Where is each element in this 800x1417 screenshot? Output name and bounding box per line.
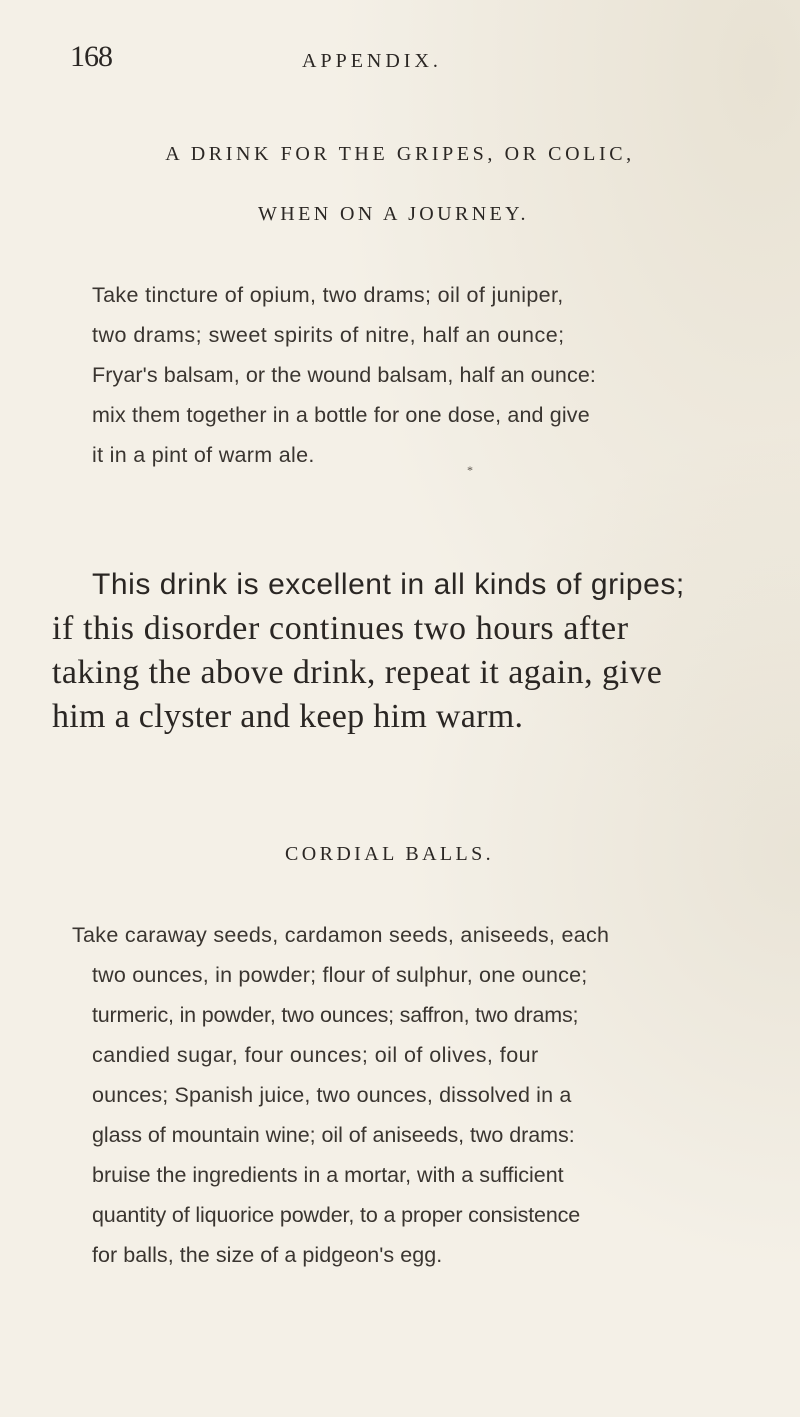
recipe-line: turmeric, in powder, two ounces; saffron, two drams; xyxy=(92,1003,579,1027)
section1-heading-line2: WHEN ON A JOURNEY. xyxy=(258,203,529,225)
section1-heading-line1: A DRINK FOR THE GRIPES, OR COLIC, xyxy=(165,143,635,165)
recipe-line: two ounces, in powder; flour of sulphur, one ounce; xyxy=(92,963,588,987)
recipe-line: ounces; Spanish juice, two ounces, dissolved in a xyxy=(92,1083,572,1107)
note-line: This drink is excellent in all kinds of gripes; xyxy=(92,568,685,601)
recipe-line: for balls, the size of a pidgeon's egg. xyxy=(92,1243,443,1267)
recipe-line: glass of mountain wine; oil of aniseeds, two drams: xyxy=(92,1123,575,1147)
recipe-line: candied sugar, four ounces; oil of olives, four xyxy=(92,1043,539,1067)
recipe-line: quantity of liquorice powder, to a proper consistence xyxy=(92,1203,581,1227)
recipe-line: mix them together in a bottle for one dose, and give xyxy=(92,403,590,427)
recipe-line: it in a pint of warm ale. xyxy=(92,443,315,467)
recipe-line: Take caraway seeds, cardamon seeds, aniseeds, each xyxy=(72,923,610,947)
recipe-line: two drams; sweet spirits of nitre, half an ounce; xyxy=(92,323,565,347)
page-number: 168 xyxy=(70,40,112,73)
running-title: APPENDIX. xyxy=(302,50,442,72)
note-line: if this disorder continues two hours after xyxy=(52,610,629,647)
note-line: him a clyster and keep him warm. xyxy=(52,698,524,735)
note-line: taking the above drink, repeat it again, give xyxy=(52,654,663,691)
running-head xyxy=(70,40,730,80)
section2-heading: CORDIAL BALLS. xyxy=(285,843,495,865)
recipe-line: Take tincture of opium, two drams; oil of juniper, xyxy=(92,283,564,307)
printers-mark: * xyxy=(467,463,473,477)
recipe-line: Fryar's balsam, or the wound balsam, half an ounce: xyxy=(92,363,596,387)
recipe-line: bruise the ingredients in a mortar, with a sufficient xyxy=(92,1163,564,1187)
